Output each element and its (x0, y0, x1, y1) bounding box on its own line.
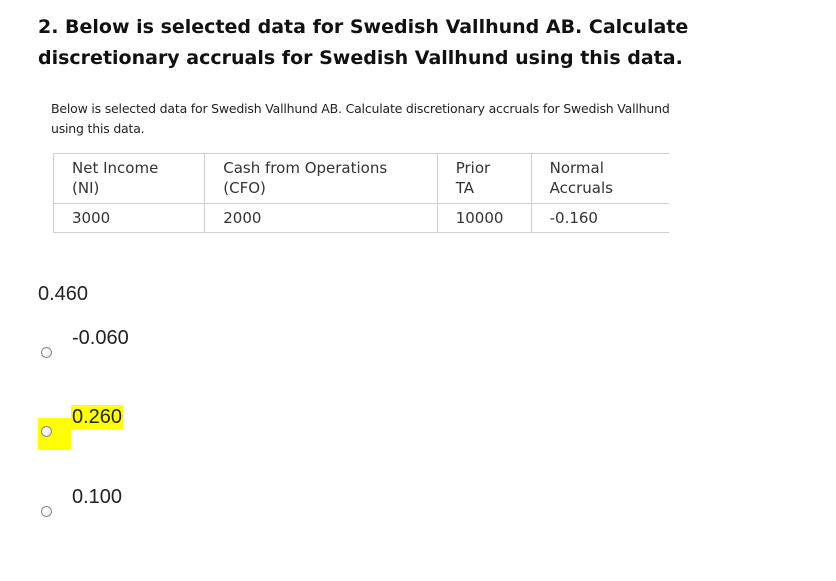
answer-value: 0.460 (38, 283, 89, 305)
radio-button[interactable] (41, 426, 52, 437)
table-cell: 2000 (205, 204, 437, 233)
table-header-cell: Prior TA (437, 154, 531, 204)
table-row (54, 204, 670, 233)
table-cell: 3000 (54, 204, 205, 233)
data-table (53, 153, 669, 233)
option-label: 0.100 (72, 486, 123, 508)
table-header-cell: Net Income (NI) (54, 154, 205, 204)
answer-option[interactable] (38, 405, 338, 465)
radio-button[interactable] (41, 506, 52, 517)
table-header-cell: Normal Accruals (531, 154, 669, 204)
radio-button[interactable] (41, 347, 52, 358)
question-title: 2. Below is selected data for Swedish Vallhund AB. Calculate discretionary accruals for Swedish Vallhund using this data. (38, 16, 689, 69)
option-label: -0.060 (72, 327, 129, 349)
answer-option[interactable] (38, 485, 338, 545)
table-cell: 10000 (437, 204, 531, 233)
table-cell: -0.160 (531, 204, 669, 233)
table-header-row (54, 154, 670, 204)
question-subtext: Below is selected data for Swedish Vallhund AB. Calculate discretionary accruals for Swedish Vallhund using this data. (51, 101, 670, 136)
option-label: 0.260 (72, 406, 123, 428)
table-header-cell: Cash from Operations (CFO) (205, 154, 437, 204)
answer-option[interactable] (38, 326, 338, 386)
